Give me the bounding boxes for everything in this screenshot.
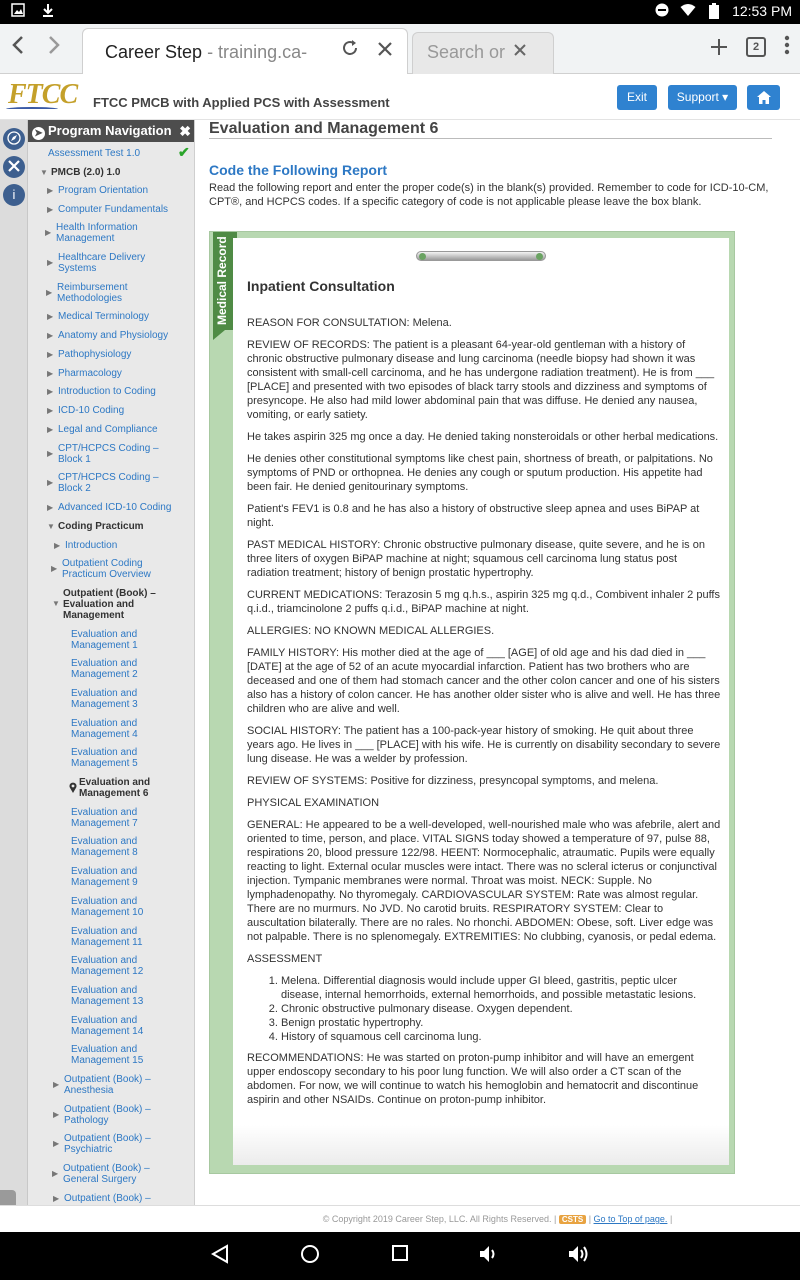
nav-item-label: Outpatient (Book) – Pathology xyxy=(64,1104,151,1126)
nav-item-label: CPT/HCPCS Coding – Block 2 xyxy=(58,472,159,494)
ribbon-label: Medical Record xyxy=(215,236,229,325)
nav-item-label: Outpatient (Book) – Psychiatric xyxy=(64,1133,151,1155)
separator: | xyxy=(588,1214,594,1224)
report-paragraph: He denies other constitutional symptoms like chest pain, shortness of breath, or palpitations. No symptoms of PND or orthopnea. He denies any cough or sputum production. His appetite had been fair. He denied genitourinary symptoms. xyxy=(247,453,713,493)
caret-right-icon: ▶ xyxy=(53,1139,60,1148)
report-shadow xyxy=(233,1125,729,1165)
nav-item-outpatient-evaluation-and-management[interactable] xyxy=(52,588,163,621)
logo-swoosh xyxy=(6,107,58,111)
caret-right-icon: ▶ xyxy=(45,228,52,237)
report-paragraph: PAST MEDICAL HISTORY: Chronic obstructive pulmonary disease, quite severe, and he is on three liters of oxygen BiPAP machine at night; squamous cell carcinoma lung status post radiation treatment; history of benign prostatic hypertrophy. xyxy=(247,539,705,579)
nav-item-label: Advanced ICD-10 Coding xyxy=(58,502,172,513)
tools-icon[interactable] xyxy=(3,156,25,178)
clock: 12:53 PM xyxy=(732,3,792,19)
nav-item-medical-terminology[interactable] xyxy=(47,311,149,322)
report-paragraph: PHYSICAL EXAMINATION xyxy=(247,797,380,809)
list-item: 1. Melena. Differential diagnosis would include upper GI bleed, gastritis, peptic ulcer disease, internal hemorrhoids, external hemorrhoids, and possible metastatic lesions. xyxy=(281,974,721,1002)
back-icon[interactable] xyxy=(4,34,32,62)
collapse-navigation-icon[interactable]: ✖ xyxy=(179,123,191,139)
nav-item-label: Reimbursement Methodologies xyxy=(57,282,128,304)
caret-right-icon: ▶ xyxy=(47,350,54,359)
report-paragraph: REASON FOR CONSULTATION: Melena. xyxy=(247,317,452,329)
report-paragraph: ALLERGIES: NO KNOWN MEDICAL ALLERGIES. xyxy=(247,625,495,637)
nav-item-label: Computer Fundamentals xyxy=(58,204,169,215)
report-paragraph: SOCIAL HISTORY: The patient has a 100-pack-year history of smoking. He quit about three years ago. He lives in ___ [PLACE] with his wife. He is currently on disability secondary to severe lung disease. He was a welder by profession. xyxy=(247,725,721,765)
active-tab[interactable] xyxy=(82,28,408,74)
home-icon xyxy=(757,91,771,104)
battery-icon xyxy=(706,3,722,19)
nav-item-label: Outpatient (Book) – Anesthesia xyxy=(64,1074,151,1096)
nav-item-pharmacology[interactable] xyxy=(47,368,122,379)
nav-item-em-7[interactable]: Evaluation and Management 7 xyxy=(71,807,138,829)
nav-item-em-12[interactable]: Evaluation and Management 12 xyxy=(71,955,144,977)
exit-button[interactable]: Exit xyxy=(617,85,657,110)
nav-item-pmcb[interactable] xyxy=(40,167,121,178)
report-document xyxy=(233,238,729,1165)
nav-item-label: Health Information Management xyxy=(56,222,138,244)
nav-item-health-information-management[interactable] xyxy=(45,222,171,244)
section-title: Code the Following Report xyxy=(209,162,388,178)
check-icon: ✔ xyxy=(178,144,190,160)
nav-item-label: Pharmacology xyxy=(58,368,122,379)
ftcc-logo[interactable]: FTCC xyxy=(8,79,78,110)
nav-item-introduction-to-coding[interactable] xyxy=(47,386,156,397)
nav-item-outpatient-anesthesia[interactable] xyxy=(53,1074,164,1096)
page-title: Evaluation and Management 6 xyxy=(209,120,439,137)
nav-item-icd-10-coding[interactable] xyxy=(47,405,125,416)
caret-right-icon: ▶ xyxy=(47,186,54,195)
nav-item-em-10[interactable]: Evaluation and Management 10 xyxy=(71,896,144,918)
nav-item-outpatient-coding-practicum-overview[interactable] xyxy=(51,558,162,580)
course-title: FTCC PMCB with Applied PCS with Assessment xyxy=(93,95,390,110)
nav-item-em-3[interactable]: Evaluation and Management 3 xyxy=(71,688,138,710)
nav-item-cpt-block-1[interactable] xyxy=(47,443,180,465)
close-tab-icon[interactable] xyxy=(377,37,393,63)
report-paragraph: GENERAL: He appeared to be a well-developed, well-nourished male who was afebrile, alert and oriented to time, person, and place. VITAL SIGNS today showed a temperature of 97, pulse 88, respirations 20, blood pressure 122/98. HEENT: Normocephalic, atraumatic. Pupils were equally reacting to light. External ocular muscles were intact. There was no scleral icterus or conjunctival injection. Tympanic membranes were normal. Throat was moist. NECK: Supple. No lymphadenopathy. No thyromegaly. CARDIOVASCULAR SYSTEM: Rate was almost regular. There are no murmurs. No JVD. No carotid bruits. RESPIRATORY SYSTEM: Clear to auscultation bilaterally. There are no rales. No rhonchi. ABDOMEN: Obese, soft. Liver edge was not palpable. There is no splenomegaly. EXTREMITIES: No clubbing, cyanosis, or pedal edema. xyxy=(247,819,721,943)
nav-item-program-orientation[interactable] xyxy=(47,185,149,196)
nav-item-label: Outpatient (Book) – xyxy=(64,1193,151,1204)
nav-item-label: Pathophysiology xyxy=(58,349,132,360)
binder-dot xyxy=(536,253,543,260)
csts-badge[interactable]: CSTS xyxy=(559,1215,586,1224)
nav-item-cpt-block-2[interactable] xyxy=(47,472,180,494)
heading-divider xyxy=(209,138,772,139)
nav-item-em-2[interactable]: Evaluation and Management 2 xyxy=(71,658,138,680)
reload-icon[interactable] xyxy=(341,39,359,63)
volume-down-icon[interactable] xyxy=(476,1244,504,1268)
report-paragraph: CURRENT MEDICATIONS: Terazosin 5 mg q.h.s., aspirin 325 mg q.d., Combivent inhaler 2 puffs q.i.d., triamcinolone 2 puffs q.i.d., BiPAP machine at night. xyxy=(247,589,720,615)
copyright-text: © Copyright 2019 Career Step, LLC. All Rights Reserved. xyxy=(322,1214,552,1224)
inactive-tab-title: Search or xyxy=(427,42,506,62)
caret-right-icon: ▶ xyxy=(46,288,53,297)
nav-item-label: Coding Practicum xyxy=(58,521,144,532)
nav-item-legal-and-compliance[interactable] xyxy=(47,424,158,435)
nav-item-label: Introduction to Coding xyxy=(58,386,156,397)
nav-item-coding-practicum[interactable] xyxy=(47,521,144,532)
program-navigation-title: Program Navigation xyxy=(48,123,172,138)
navigation-compass-icon: ➤ xyxy=(32,127,45,140)
nav-item-outpatient-pathology[interactable] xyxy=(53,1104,164,1126)
caret-right-icon: ▶ xyxy=(54,541,61,550)
caret-right-icon: ▶ xyxy=(47,258,54,267)
location-pin-icon xyxy=(69,782,77,793)
caret-right-icon: ▶ xyxy=(51,564,58,573)
footer-left xyxy=(0,1205,195,1232)
separator: | xyxy=(669,1214,673,1224)
nav-item-outpatient-general-surgery[interactable] xyxy=(52,1163,163,1185)
tab-switcher-button[interactable]: 2 xyxy=(746,37,766,57)
caret-right-icon: ▶ xyxy=(47,387,54,396)
caret-right-icon: ▶ xyxy=(47,406,54,415)
new-tab-icon[interactable] xyxy=(710,34,728,60)
nav-item-label: Legal and Compliance xyxy=(58,424,158,435)
system-recents-icon[interactable] xyxy=(386,1244,414,1268)
nav-item-em-15[interactable]: Evaluation and Management 15 xyxy=(71,1044,144,1066)
nav-item-em-14[interactable]: Evaluation and Management 14 xyxy=(71,1015,144,1037)
caret-right-icon: ▶ xyxy=(47,369,54,378)
do-not-disturb-icon xyxy=(654,3,670,19)
nav-item-label: Outpatient (Book) – General Surgery xyxy=(63,1163,150,1185)
nav-item-assessment-test[interactable]: Assessment Test 1.0 xyxy=(48,148,141,159)
medical-record-frame xyxy=(209,231,735,1174)
nav-item-reimbursement-methodologies[interactable] xyxy=(46,282,169,304)
forward-icon[interactable] xyxy=(40,34,68,62)
report-paragraph: RECOMMENDATIONS: He was started on proton-pump inhibitor and will have an emergent upper endoscopy secondary to his poor lung function. We will also order a CT scan of the abdomen. For now, we will continue to watch his hemoglobin and hematocrit and discontinue aspirin and other NSAIDs. Continue on proton-pump inhibitor. xyxy=(247,1052,699,1106)
wifi-icon xyxy=(680,3,696,19)
system-back-icon[interactable] xyxy=(206,1244,234,1268)
tool-rail xyxy=(0,120,28,1205)
compass-icon[interactable] xyxy=(3,128,25,150)
report-paragraph: REVIEW OF SYSTEMS: Positive for dizziness, presyncopal symptoms, and melena. xyxy=(247,775,659,787)
caret-down-icon: ▼ xyxy=(40,168,48,177)
nav-item-em-8[interactable]: Evaluation and Management 8 xyxy=(71,836,138,858)
binder-dot xyxy=(419,253,426,260)
caret-down-icon: ▼ xyxy=(52,599,60,608)
nav-item-label: Medical Terminology xyxy=(58,311,149,322)
nav-item-label: Introduction xyxy=(65,540,118,551)
site-header xyxy=(0,75,800,120)
caret-right-icon: ▶ xyxy=(53,1110,60,1119)
support-button[interactable]: Support ▾ xyxy=(668,85,737,110)
nav-item-label: Evaluation and Management 6 xyxy=(79,777,151,799)
report-paragraph: FAMILY HISTORY: His mother died at the age of ___ [AGE] of old age and his dad died in ___ [DATE] at the age of 52 of an acute myocardial infarction. Patient has two brothers who are deceased and one of them had stomach cancer and the other colon cancer and one of his sisters also has a history of colon cancer. He has another older sister who is alive and well. He has three children who are alive and well. xyxy=(247,647,721,715)
nav-item-label: Program Orientation xyxy=(58,185,149,196)
nav-item-anatomy-and-physiology[interactable] xyxy=(47,330,169,341)
nav-item-introduction[interactable] xyxy=(54,540,118,551)
nav-item-label: Outpatient Coding Practicum Overview xyxy=(62,558,151,580)
nav-item-em-13[interactable]: Evaluation and Management 13 xyxy=(71,985,144,1007)
caret-right-icon: ▶ xyxy=(47,205,54,214)
nav-item-em-6-current[interactable] xyxy=(79,777,169,799)
nav-item-em-4[interactable]: Evaluation and Management 4 xyxy=(71,718,138,740)
nav-item-outpatient-psychiatric[interactable] xyxy=(53,1133,164,1155)
report-body xyxy=(247,316,721,1115)
nav-item-em-11[interactable]: Evaluation and Management 11 xyxy=(71,926,143,948)
nav-item-label: ICD-10 Coding xyxy=(58,405,125,416)
program-navigation xyxy=(28,120,195,1205)
download-icon xyxy=(40,3,56,19)
report-paragraph: Patient's FEV1 is 0.8 and he has also a history of obstructive sleep apnea and uses BiPAP at night. xyxy=(247,503,700,529)
address-bar[interactable] xyxy=(93,35,398,69)
overflow-menu-icon[interactable] xyxy=(784,35,790,59)
binder-clip-icon xyxy=(416,251,546,261)
assessment-list xyxy=(281,974,721,1044)
nav-item-label: Outpatient (Book) – Evaluation and Management xyxy=(63,588,156,621)
caret-right-icon: ▶ xyxy=(47,331,54,340)
nav-item-healthcare-delivery-systems[interactable] xyxy=(47,252,168,274)
caret-right-icon: ▶ xyxy=(47,425,54,434)
report-title: Inpatient Consultation xyxy=(247,278,395,294)
nav-item-em-1[interactable]: Evaluation and Management 1 xyxy=(71,629,138,651)
report-paragraph: He takes aspirin 325 mg once a day. He denied taking nonsteroidals or other herbal medications. xyxy=(247,431,719,443)
caret-right-icon: ▶ xyxy=(47,503,54,512)
image-icon xyxy=(10,3,26,19)
system-nav-bar xyxy=(0,1232,800,1280)
main-content xyxy=(195,120,800,1205)
nav-item-computer-fundamentals[interactable] xyxy=(47,204,169,215)
browser-toolbar xyxy=(0,24,800,74)
inactive-tab[interactable] xyxy=(412,32,554,74)
report-paragraph: ASSESSMENT xyxy=(247,953,323,965)
program-navigation-header xyxy=(28,120,194,142)
nav-item-pathophysiology[interactable] xyxy=(47,349,132,360)
nav-item-pmcb-label: PMCB (2.0) 1.0 xyxy=(51,167,121,178)
status-bar xyxy=(0,0,800,24)
separator: | xyxy=(553,1214,559,1224)
close-inactive-tab-icon[interactable] xyxy=(513,40,527,63)
caret-down-icon: ▼ xyxy=(47,522,55,531)
caret-right-icon: ▶ xyxy=(52,1169,59,1178)
nav-item-label: Anatomy and Physiology xyxy=(58,330,169,341)
nav-item-label: Healthcare Delivery Systems xyxy=(58,252,146,274)
instructions: Read the following report and enter the proper code(s) in the blank(s) provided. Remember to code for ICD-10-CM, CPT®, and HCPCS codes. If a specific category of code is not applicable please leave the box blank. xyxy=(209,182,769,208)
caret-right-icon: ▶ xyxy=(47,312,54,321)
footer xyxy=(195,1205,800,1232)
go-to-top-link[interactable]: Go to Top of page. xyxy=(593,1214,668,1224)
tab-title: Career Step - training.ca- xyxy=(105,42,308,62)
caret-right-icon: ▶ xyxy=(47,449,54,458)
caret-right-icon: ▶ xyxy=(47,478,54,487)
info-icon[interactable]: i xyxy=(3,184,25,206)
list-item: 3. Benign prostatic hypertrophy. xyxy=(281,1016,721,1030)
list-item: 4. History of squamous cell carcinoma lung. xyxy=(281,1030,721,1044)
system-home-icon[interactable] xyxy=(296,1244,324,1268)
nav-item-outpatient-more[interactable] xyxy=(53,1193,164,1204)
nav-item-em-9[interactable]: Evaluation and Management 9 xyxy=(71,866,138,888)
home-button[interactable] xyxy=(747,85,780,110)
list-item: 2. Chronic obstructive pulmonary disease. Oxygen dependent. xyxy=(281,1002,721,1016)
caret-right-icon: ▶ xyxy=(53,1194,60,1203)
report-paragraph: REVIEW OF RECORDS: The patient is a pleasant 64-year-old gentleman with a history of chronic obstructive pulmonary disease and lung carcinoma (needle biopsy had shown it was consistent with small-cell carcinoma, and he has undergone radiation treatment). He is from ___ [PLACE] and presented with two episodes of black tarry stools and dizziness and symptoms of presyncope. He also had mild lower abdominal pain that was diffuse. He denied any nausea, vomiting, or early satiety. xyxy=(247,339,715,421)
nav-item-label: CPT/HCPCS Coding – Block 1 xyxy=(58,443,159,465)
nav-item-em-5[interactable]: Evaluation and Management 5 xyxy=(71,747,138,769)
volume-up-icon[interactable] xyxy=(566,1244,594,1268)
caret-right-icon: ▶ xyxy=(53,1080,60,1089)
nav-item-advanced-icd-10-coding[interactable] xyxy=(47,502,172,513)
